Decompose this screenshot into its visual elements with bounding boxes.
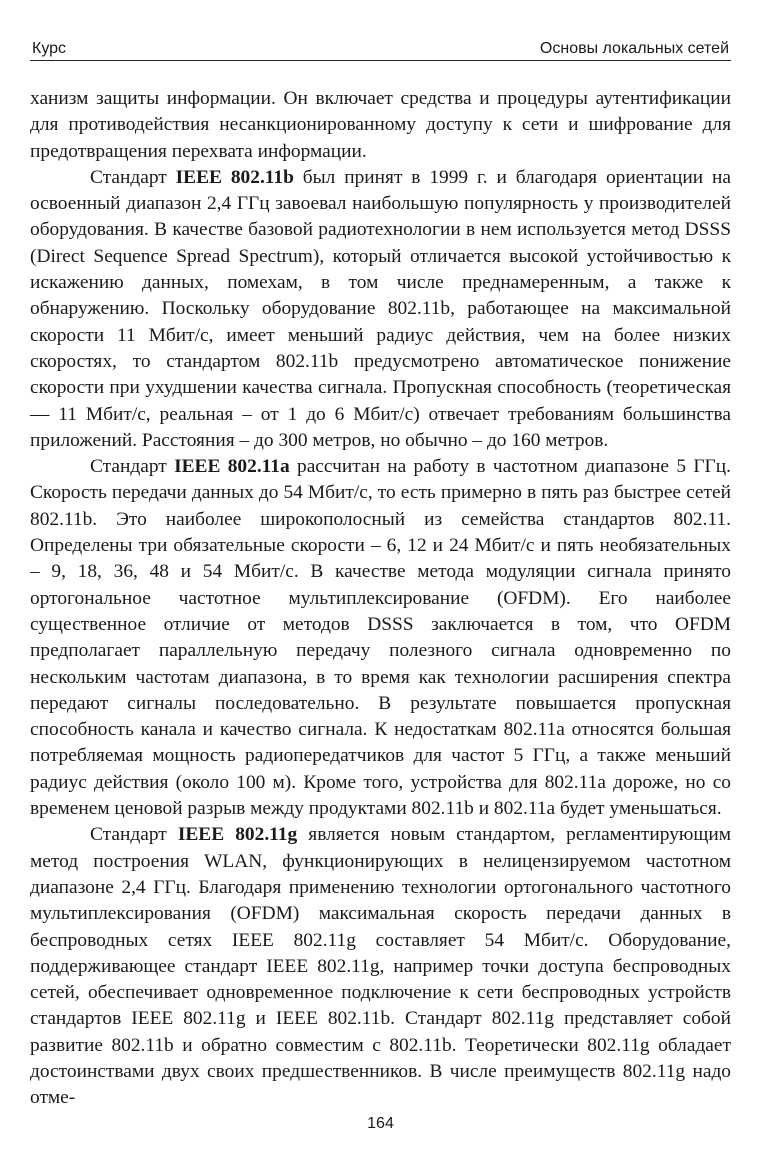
paragraph-80211b: Стандарт IEEE 802.11b был принят в 1999 г. и благодаря ориентации на освоенный диапазон 2,4 ГГц завоевал наибольшую популярность у производителей оборудования. В качестве базовой радиотехнологии в нем используется метод DSSS (Direct Sequence Spread Spectrum), который отличается высокой устойчивостью к искажению данных, помехам, в том числе преднамеренным, а также к обнаружению. Поскольку оборудование 802.11b, работающее на максимальной скорости 11 Мбит/с, имеет меньший радиус действия, чем на более низких скоростях, то стандартом 802.11b предусмотрено автоматическое понижение скорости при ухудшении качества сигнала. Пропускная способность (теоретическая — 11 Мбит/с, реальная – от 1 до 6 Мбит/с) отвечает требованиям большинства приложений. Расстояния – до 300 метров, но обычно – до 160 метров.: [30, 166, 732, 451]
page-body: [30, 86, 731, 1112]
course-label: Курс: [32, 40, 67, 57]
paragraph-80211a: Стандарт IEEE 802.11a рассчитан на работу в частотном диапазоне 5 ГГц. Скорость передачи данных до 54 Мбит/с, то есть примерно в пять раз быстрее сетей 802.11b. Это наиболее широкополосный из семейства стандартов 802.11. Определены три обязательные скорости – 6, 12 и 24 Мбит/с и пять необязательных – 9, 18, 36, 48 и 54 Мбит/с. В качестве метода модуляции сигнала принято ортогональное частотное мультиплексирование (OFDM). Его наиболее существенное отличие от методов DSSS заключается в том, что OFDM предполагает параллельную передачу полезного сигнала одновременно по нескольким частотам диапазона, в то время как технологии расширения спектра передают сигналы последовательно. В результате повышается пропускная способность канала и качество сигнала. К недостаткам 802.11a относятся большая потребляемая мощность радиопередатчиков для частот 5 ГГц, а также меньший радиус действия (около 100 м). Кроме того, устройства для 802.11a дороже, но со временем ценовой разрыв между продуктами 802.11b и 802.11a будет уменьшаться.: [30, 456, 731, 820]
standard-name-80211g: IEEE 802.11g: [177, 824, 298, 846]
paragraph-continuation: ханизм защиты информации. Он включает средства и процедуры аутентификации для противодействия несанкционированному доступу к сети и шифрование для предотвращения перехвата информации.: [30, 88, 731, 162]
standard-name-80211b: IEEE 802.11b: [175, 166, 294, 188]
page-number: 164: [367, 1115, 394, 1132]
paragraph-80211g: Стандарт IEEE 802.11g является новым стандартом, регламентирующим метод построения WLAN, функционирующих в нелицензируемом частотном диапазоне 2,4 ГГц. Благодаря применению технологии ортогонального частотного мультиплексирования (OFDM) максимальная скорость передачи данных в беспроводных сетях IEEE 802.11g составляет 54 Мбит/с. Оборудование, поддерживающее стандарт IEEE 802.11g, например точки доступа беспроводных сетей, обеспечивает одновременное подключение к сети беспроводных устройств стандартов IEEE 802.11g и IEEE 802.11b. Стандарт 802.11g представляет собой развитие 802.11b и обратно совместим с 802.11b. Теоретически 802.11g обладает достоинствами двух своих предшественников. В числе преимуществ 802.11g надо отме-: [30, 824, 731, 1109]
section-title: Основы локальных сетей: [539, 40, 729, 57]
page-header: [30, 36, 731, 61]
standard-name-80211a: IEEE 802.11a: [174, 456, 290, 478]
